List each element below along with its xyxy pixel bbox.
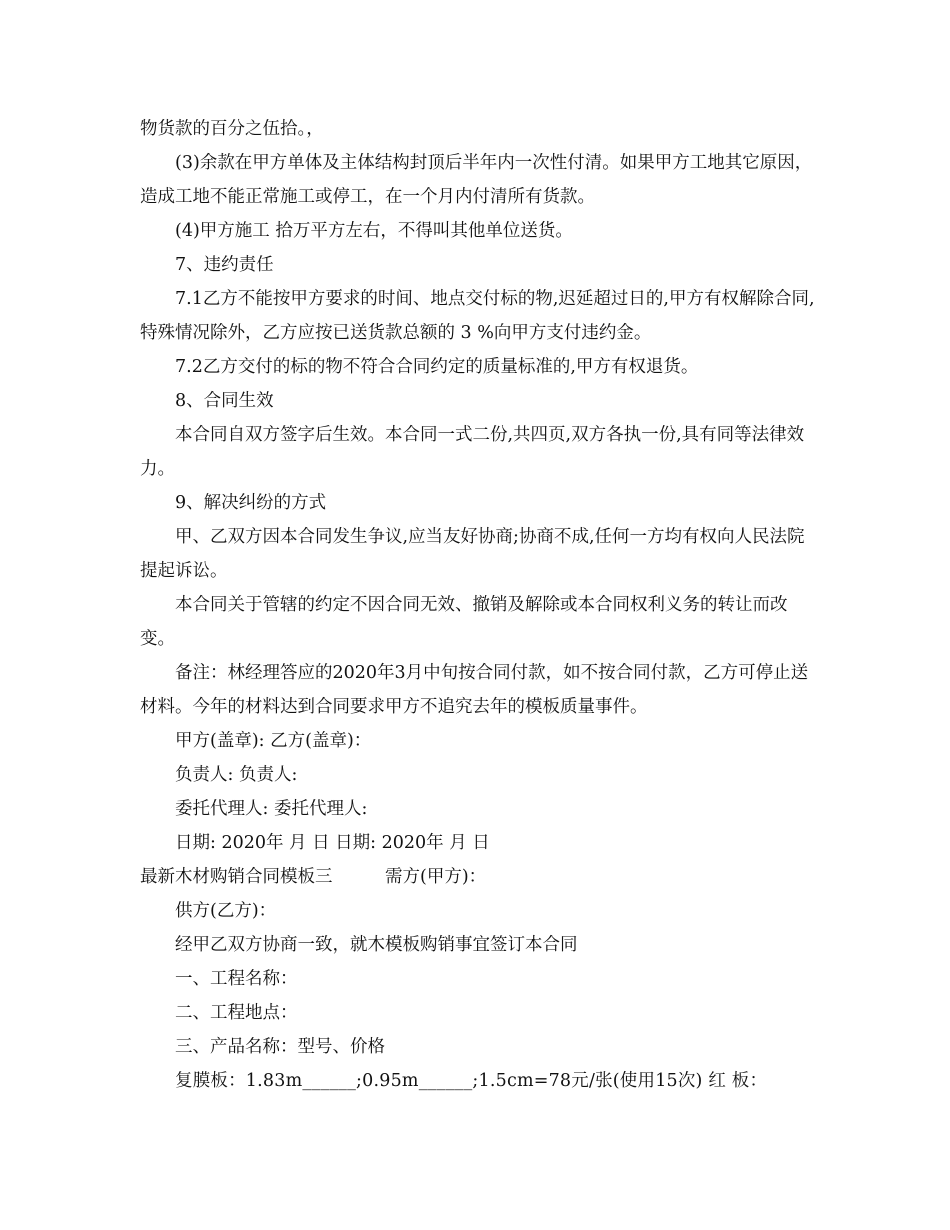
paragraph: 甲、乙双方因本合同发生争议,应当友好协商;协商不成,任何一方均有权向人民法院提起诉讼。 <box>140 527 805 581</box>
document-body <box>140 112 820 1098</box>
paragraph: (3)余款在甲方单体及主体结构封顶后半年内一次性付清。如果甲方工地其它原因，造成工地不能正常施工或停工，在一个月内付清所有货款。 <box>140 153 813 207</box>
contract-title-line: 最新木材购销合同模板三 需方(甲方)： <box>140 867 487 887</box>
party-line: 供方(乙方)： <box>175 901 277 921</box>
paragraph: 本合同自双方签字后生效。本合同一式二份,共四页,双方各执一份,具有同等法律效力。 <box>140 425 805 479</box>
signature-line: 负责人: 负责人: <box>175 765 298 785</box>
signature-line: 委托代理人: 委托代理人: <box>175 799 368 819</box>
product-price-line: 复膜板：1.83m______;0.95m______;1.5cm=78元/张(使用15次) 红 板： <box>175 1071 768 1091</box>
paragraph: 物货款的百分之伍拾。， <box>140 119 324 139</box>
section-heading: 9、解决纠纷的方式 <box>175 493 327 513</box>
remark-paragraph: 备注：林经理答应的2020年3月中旬按合同付款，如不按合同付款，乙方可停止送材料。今年的材料达到合同要求甲方不追究去年的模板质量事件。 <box>140 663 809 717</box>
field-line: 三、产品名称：型号、价格 <box>175 1037 385 1057</box>
paragraph: 7.2乙方交付的标的物不符合合同约定的质量标准的,甲方有权退货。 <box>175 357 699 377</box>
section-heading: 7、违约责任 <box>175 255 274 275</box>
paragraph: 7.1乙方不能按甲方要求的时间、地点交付标的物,迟延超过日的,甲方有权解除合同,特殊情况除外，乙方应按已送货款总额的 3 %向甲方支付违约金。 <box>140 289 815 343</box>
section-heading: 8、合同生效 <box>175 391 274 411</box>
date-line: 日期: 2020年 月 日 日期: 2020年 月 日 <box>175 833 490 853</box>
field-line: 一、工程名称： <box>175 969 298 989</box>
paragraph: (4)甲方施工 拾万平方左右，不得叫其他单位送货。 <box>175 221 573 241</box>
paragraph: 本合同关于管辖的约定不因合同无效、撤销及解除或本合同权利义务的转让而改变。 <box>140 595 788 649</box>
field-line: 二、工程地点： <box>175 1003 298 1023</box>
signature-line: 甲方(盖章): 乙方(盖章)： <box>175 731 372 751</box>
paragraph: 经甲乙双方协商一致，就木模板购销事宜签订本合同 <box>175 935 578 955</box>
